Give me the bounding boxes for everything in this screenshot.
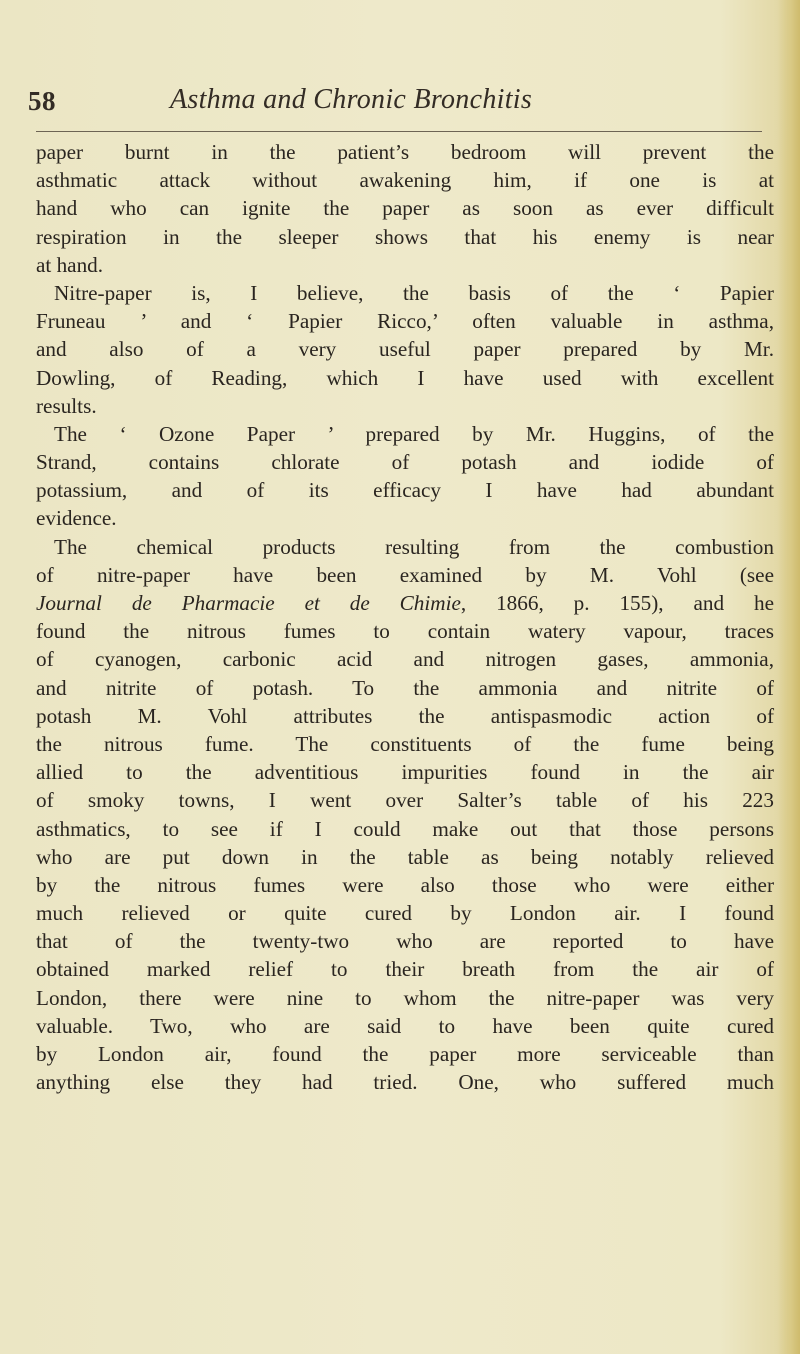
text-line: respiration in the sleeper shows that his enemy is near (36, 224, 774, 249)
text-line: of nitre-paper have been examined by M. Vohl (see (36, 562, 774, 587)
text-line: by London air, found the paper more serviceable than (36, 1042, 774, 1066)
text-line: asthmatics, to see if I could make out that those persons (36, 816, 774, 841)
text-line: Dowling, of Reading, which I have used with excellent (36, 365, 774, 390)
page-header (28, 82, 764, 122)
text-line: potash M. Vohl attributes the antispasmodic action of (36, 703, 774, 728)
text-line: Strand, contains chlorate of potash and iodide of (36, 450, 774, 475)
text-line: of cyanogen, carbonic acid and nitrogen gases, ammonia, (36, 647, 774, 672)
text-line: anything else they had tried. One, who suffered much (36, 1070, 774, 1095)
text-line: by the nitrous fumes were also those who were either (36, 872, 774, 897)
running-title: Asthma and Chronic Bronchitis (170, 84, 533, 115)
journal-title: Journal de Pharmacie et de Chimie (36, 591, 461, 615)
text-line: allied to the adventitious impurities found in the air (36, 760, 774, 785)
text-line: much relieved or quite cured by London air. I found (36, 901, 774, 926)
text-line: found the nitrous fumes to contain watery vapour, traces (36, 619, 774, 644)
text-line: hand who can ignite the paper as soon as ever difficult (36, 196, 774, 221)
text-line: who are put down in the table as being notably relieved (36, 844, 774, 869)
text-line: of smoky towns, I went over Salter’s table of his 223 (36, 788, 774, 813)
text-line: The chemical products resulting from the combustion (54, 534, 774, 559)
text-line: Nitre-paper is, I believe, the basis of the ‘ Papier (54, 280, 774, 305)
header-rule (36, 131, 762, 132)
text-line: results. (36, 393, 97, 418)
text-line: Journal de Pharmacie et de Chimie, 1866, p. 155), and he (36, 591, 774, 615)
page-edge-shadow (778, 0, 800, 1354)
text-line: obtained marked relief to their breath from the air of (36, 957, 774, 982)
text-line: evidence. (36, 506, 117, 531)
text-line: and also of a very useful paper prepared by Mr. (36, 337, 774, 362)
text-line: London, there were nine to whom the nitre-paper was very (36, 985, 774, 1010)
text-line: the nitrous fume. The constituents of the fume being (36, 731, 774, 756)
body-text (36, 138, 774, 1096)
text-line: potassium, and of its efficacy I have had abundant (36, 478, 774, 503)
text-line: The ‘ Ozone Paper ’ prepared by Mr. Huggins, of the (54, 421, 774, 446)
text-line: that of the twenty-two who are reported to have (36, 929, 774, 954)
page-number: 58 (28, 86, 56, 116)
text-line: valuable. Two, who are said to have been quite cured (36, 1013, 774, 1038)
text-line: and nitrite of potash. To the ammonia and nitrite of (36, 675, 774, 700)
text-line: paper burnt in the patient’s bedroom will prevent the (36, 140, 774, 164)
text-line: at hand. (36, 252, 104, 277)
text-line: asthmatic attack without awakening him, if one is at (36, 168, 774, 193)
text-line: Fruneau ’ and ‘ Papier Ricco,’ often valuable in asthma, (36, 309, 774, 334)
